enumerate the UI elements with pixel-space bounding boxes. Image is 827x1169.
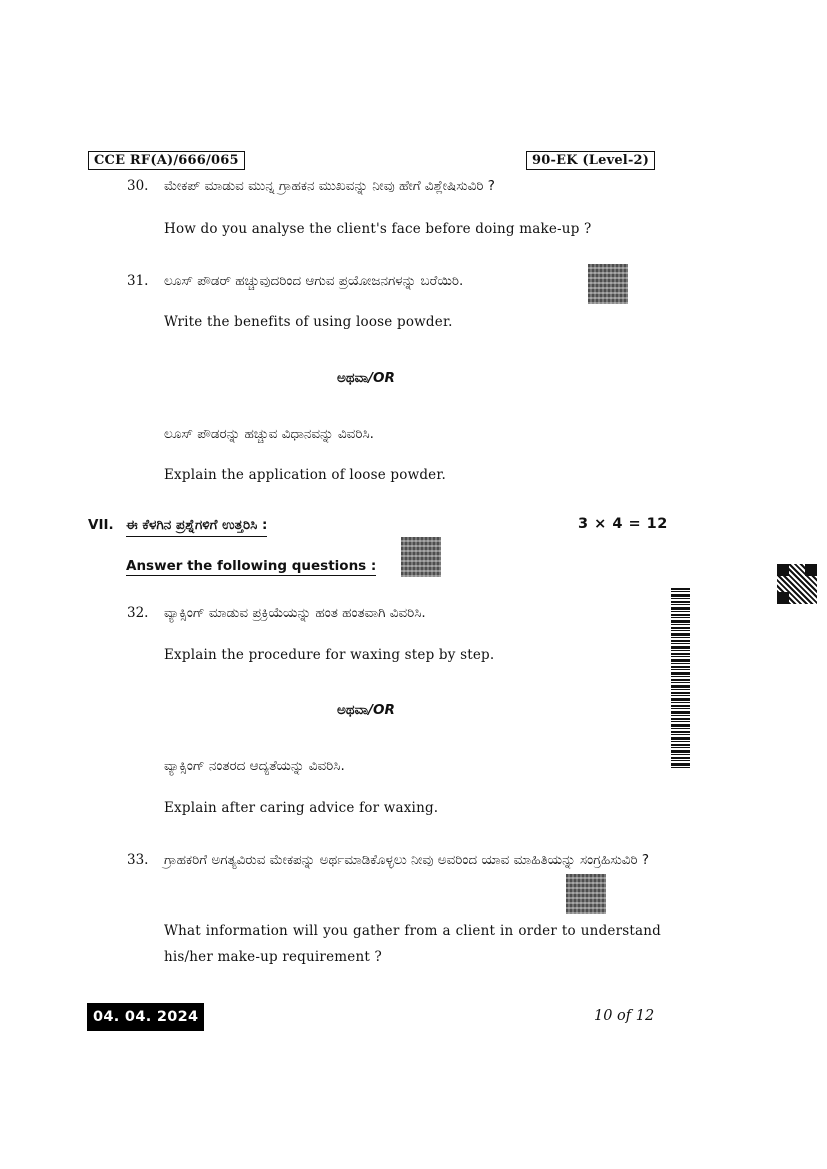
paper-code-left: CCE RF(A)/666/065 xyxy=(88,151,245,170)
or-separator xyxy=(337,370,395,386)
or-label-english: /OR xyxy=(368,702,395,718)
alt-question-kannada: ವ್ಯಾಕ್ಸಿಂಗ್ ನಂತರದ ಆದ್ಯತೆಯನ್ನು ವಿವರಿಸಿ. xyxy=(164,758,345,774)
question-number: 30. xyxy=(127,178,149,194)
question-number: 31. xyxy=(127,273,149,289)
paper-code-right: 90-EK (Level-2) xyxy=(526,151,655,170)
question-text-english: Write the benefits of using loose powder. xyxy=(164,314,453,330)
section-title-english: Answer the following questions : xyxy=(126,558,377,574)
qr-code-icon xyxy=(566,874,606,914)
or-label-kannada: ಅಥವಾ xyxy=(337,370,369,386)
qr-code-icon xyxy=(401,537,441,577)
question-text-kannada: ಮೇಕಪ್ ಮಾಡುವ ಮುನ್ನ ಗ್ರಾಹಕನ ಮುಖವನ್ನು ನೀವು ಹೇಗೆ ವಿಶ್ಲೇಷಿಸುವಿರಿ ? xyxy=(164,178,495,194)
question-text-kannada: ಗ್ರಾಹಕರಿಗೆ ಅಗತ್ಯವಿರುವ ಮೇಕಪನ್ನು ಅರ್ಥಮಾಡಿಕೊಳ್ಳಲು ನೀವು ಅವರಿಂದ ಯಾವ ಮಾಹಿತಿಯನ್ನು ಸಂಗ್ರಹಿಸುವಿರಿ ? xyxy=(164,852,650,868)
question-number: 32. xyxy=(127,605,149,621)
question-text-kannada: ಲೂಸ್ ಪೌಡರ್ ಹಚ್ಚುವುದರಿಂದ ಆಗುವ ಪ್ರಯೋಜನಗಳನ್ನು ಬರೆಯಿರಿ. xyxy=(164,273,464,289)
alt-question-english: Explain the application of loose powder. xyxy=(164,467,447,483)
alt-question-kannada: ಲೂಸ್ ಪೌಡರನ್ನು ಹಚ್ಚುವ ವಿಧಾನವನ್ನು ವಿವರಿಸಿ. xyxy=(164,426,374,442)
question-text-english: Explain the procedure for waxing step by step. xyxy=(164,647,495,663)
question-text-kannada: ವ್ಯಾಕ್ಸಿಂಗ್ ಮಾಡುವ ಪ್ರಕ್ರಿಯೆಯನ್ನು ಹಂತ ಹಂತವಾಗಿ ವಿವರಿಸಿ. xyxy=(164,605,426,621)
or-separator xyxy=(337,702,395,718)
barcode-icon xyxy=(671,588,690,770)
question-text-english: What information will you gather from a client in order to understand his/her make-up requirement ? xyxy=(164,923,661,965)
question-text-english: How do you analyse the client's face before doing make-up ? xyxy=(164,221,592,237)
or-label-kannada: ಅಥವಾ xyxy=(337,702,369,718)
alt-question-english: Explain after caring advice for waxing. xyxy=(164,800,439,816)
qr-code-icon xyxy=(588,264,628,304)
exam-date: 04. 04. 2024 xyxy=(87,1003,204,1031)
or-label-english: /OR xyxy=(368,370,395,386)
page-number: 10 of 12 xyxy=(594,1008,655,1024)
section-numeral: VII. xyxy=(88,517,114,533)
section-title-kannada: ಈ ಕೆಳಗಿನ ಪ್ರಶ್ನೆಗಳಿಗೆ ಉತ್ತರಿಸಿ : xyxy=(126,517,267,537)
question-number: 33. xyxy=(127,852,149,868)
section-marks: 3 × 4 = 12 xyxy=(578,516,668,532)
qr-code-icon xyxy=(777,564,817,604)
